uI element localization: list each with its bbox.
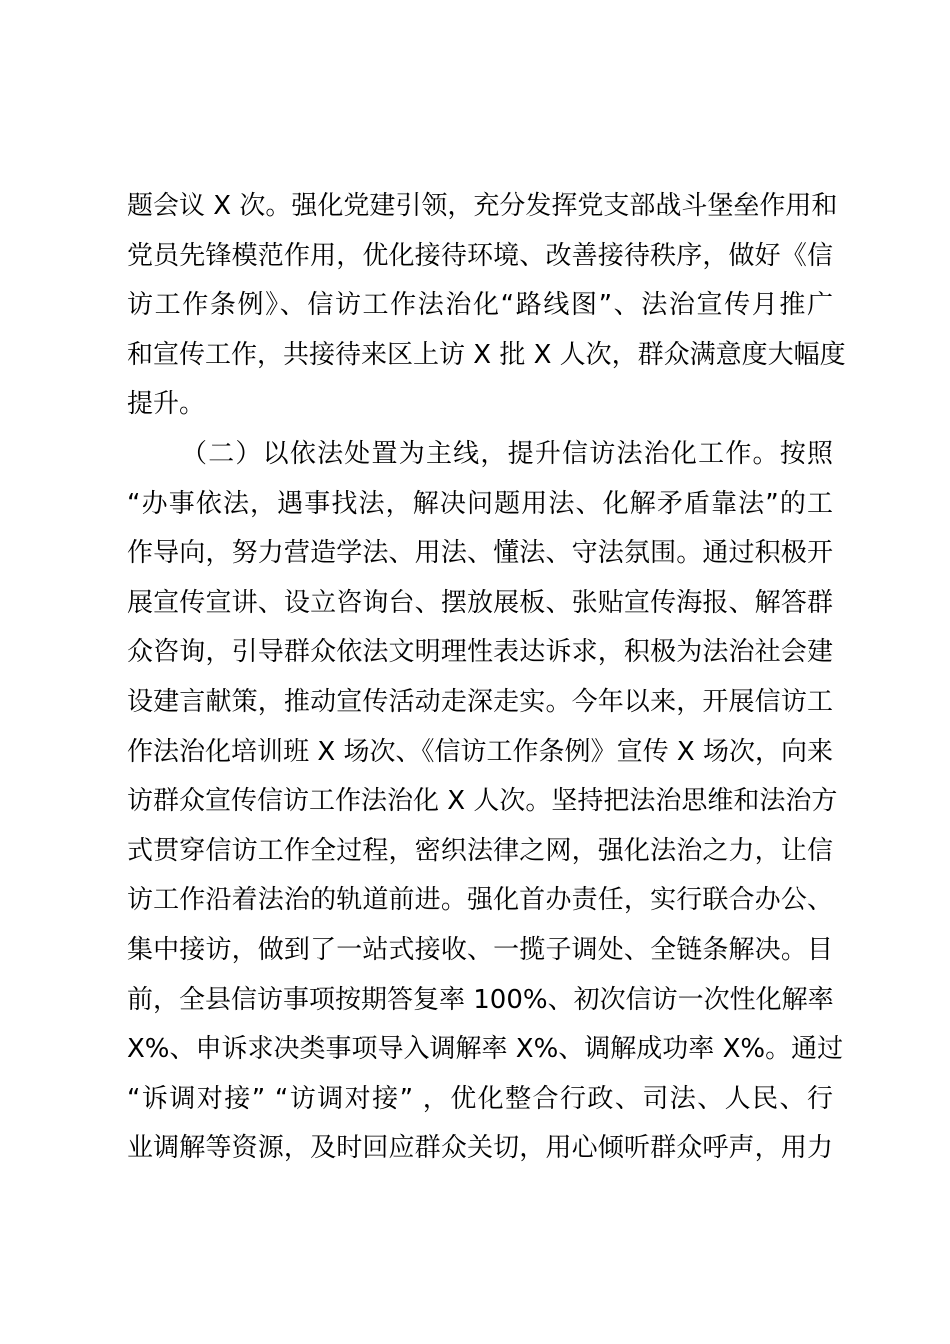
- text-line: 访群众宣传信访工作法治化 X 人次。坚持把法治思维和法治方: [127, 786, 838, 817]
- text-line: 业调解等资源，及时回应群众关切，用心倾听群众呼声，用力: [127, 1133, 833, 1164]
- text-line: “办事依法，遇事找法，解决问题用法、化解矛盾靠法”的工: [127, 488, 833, 519]
- body-text: [127, 182, 846, 1174]
- text-line: X%、申诉求决类事项导入调解率 X%、调解成功率 X%。通过: [127, 1034, 844, 1065]
- text-line: 党员先锋模范作用，优化接待环境、改善接待秩序，做好《信: [127, 240, 833, 271]
- text-line: 集中接访，做到了一站式接收、一揽子调处、全链条解决。目: [127, 934, 833, 965]
- text-line: 众咨询，引导群众依法文明理性表达诉求，积极为法治社会建: [127, 637, 833, 668]
- text-line: 访工作条例》、信访工作法治化“路线图”、法治宣传月推广: [127, 290, 833, 321]
- text-line: 访工作沿着法治的轨道前进。强化首办责任，实行联合办公、: [127, 885, 833, 916]
- text-line: 作法治化培训班 X 场次、《信访工作条例》宣传 X 场次，向来: [127, 736, 833, 767]
- text-line: 作导向，努力营造学法、用法、懂法、守法氛围。通过积极开: [127, 538, 833, 569]
- text-line: 题会议 X 次。强化党建引领，充分发挥党支部战斗堡垒作用和: [127, 191, 838, 221]
- text-line: 和宣传工作，共接待来区上访 X 批 X 人次，群众满意度大幅度: [127, 339, 846, 370]
- text-line: “诉调对接” “访调对接” ，优化整合行政、司法、人民、行: [127, 1083, 833, 1114]
- text-line: 式贯穿信访工作全过程，密织法律之网，强化法治之力，让信: [127, 835, 833, 866]
- section-heading-line: （二）以依法处置为主线，提升信访法治化工作。按照: [181, 438, 833, 469]
- text-line: 前，全县信访事项按期答复率 100%、初次信访一次性化解率: [127, 984, 834, 1015]
- text-line: 设建言献策，推动宣传活动走深走实。今年以来，开展信访工: [127, 686, 833, 717]
- text-line: 提升。: [127, 389, 206, 420]
- text-line: 展宣传宣讲、设立咨询台、摆放展板、张贴宣传海报、解答群: [127, 587, 833, 618]
